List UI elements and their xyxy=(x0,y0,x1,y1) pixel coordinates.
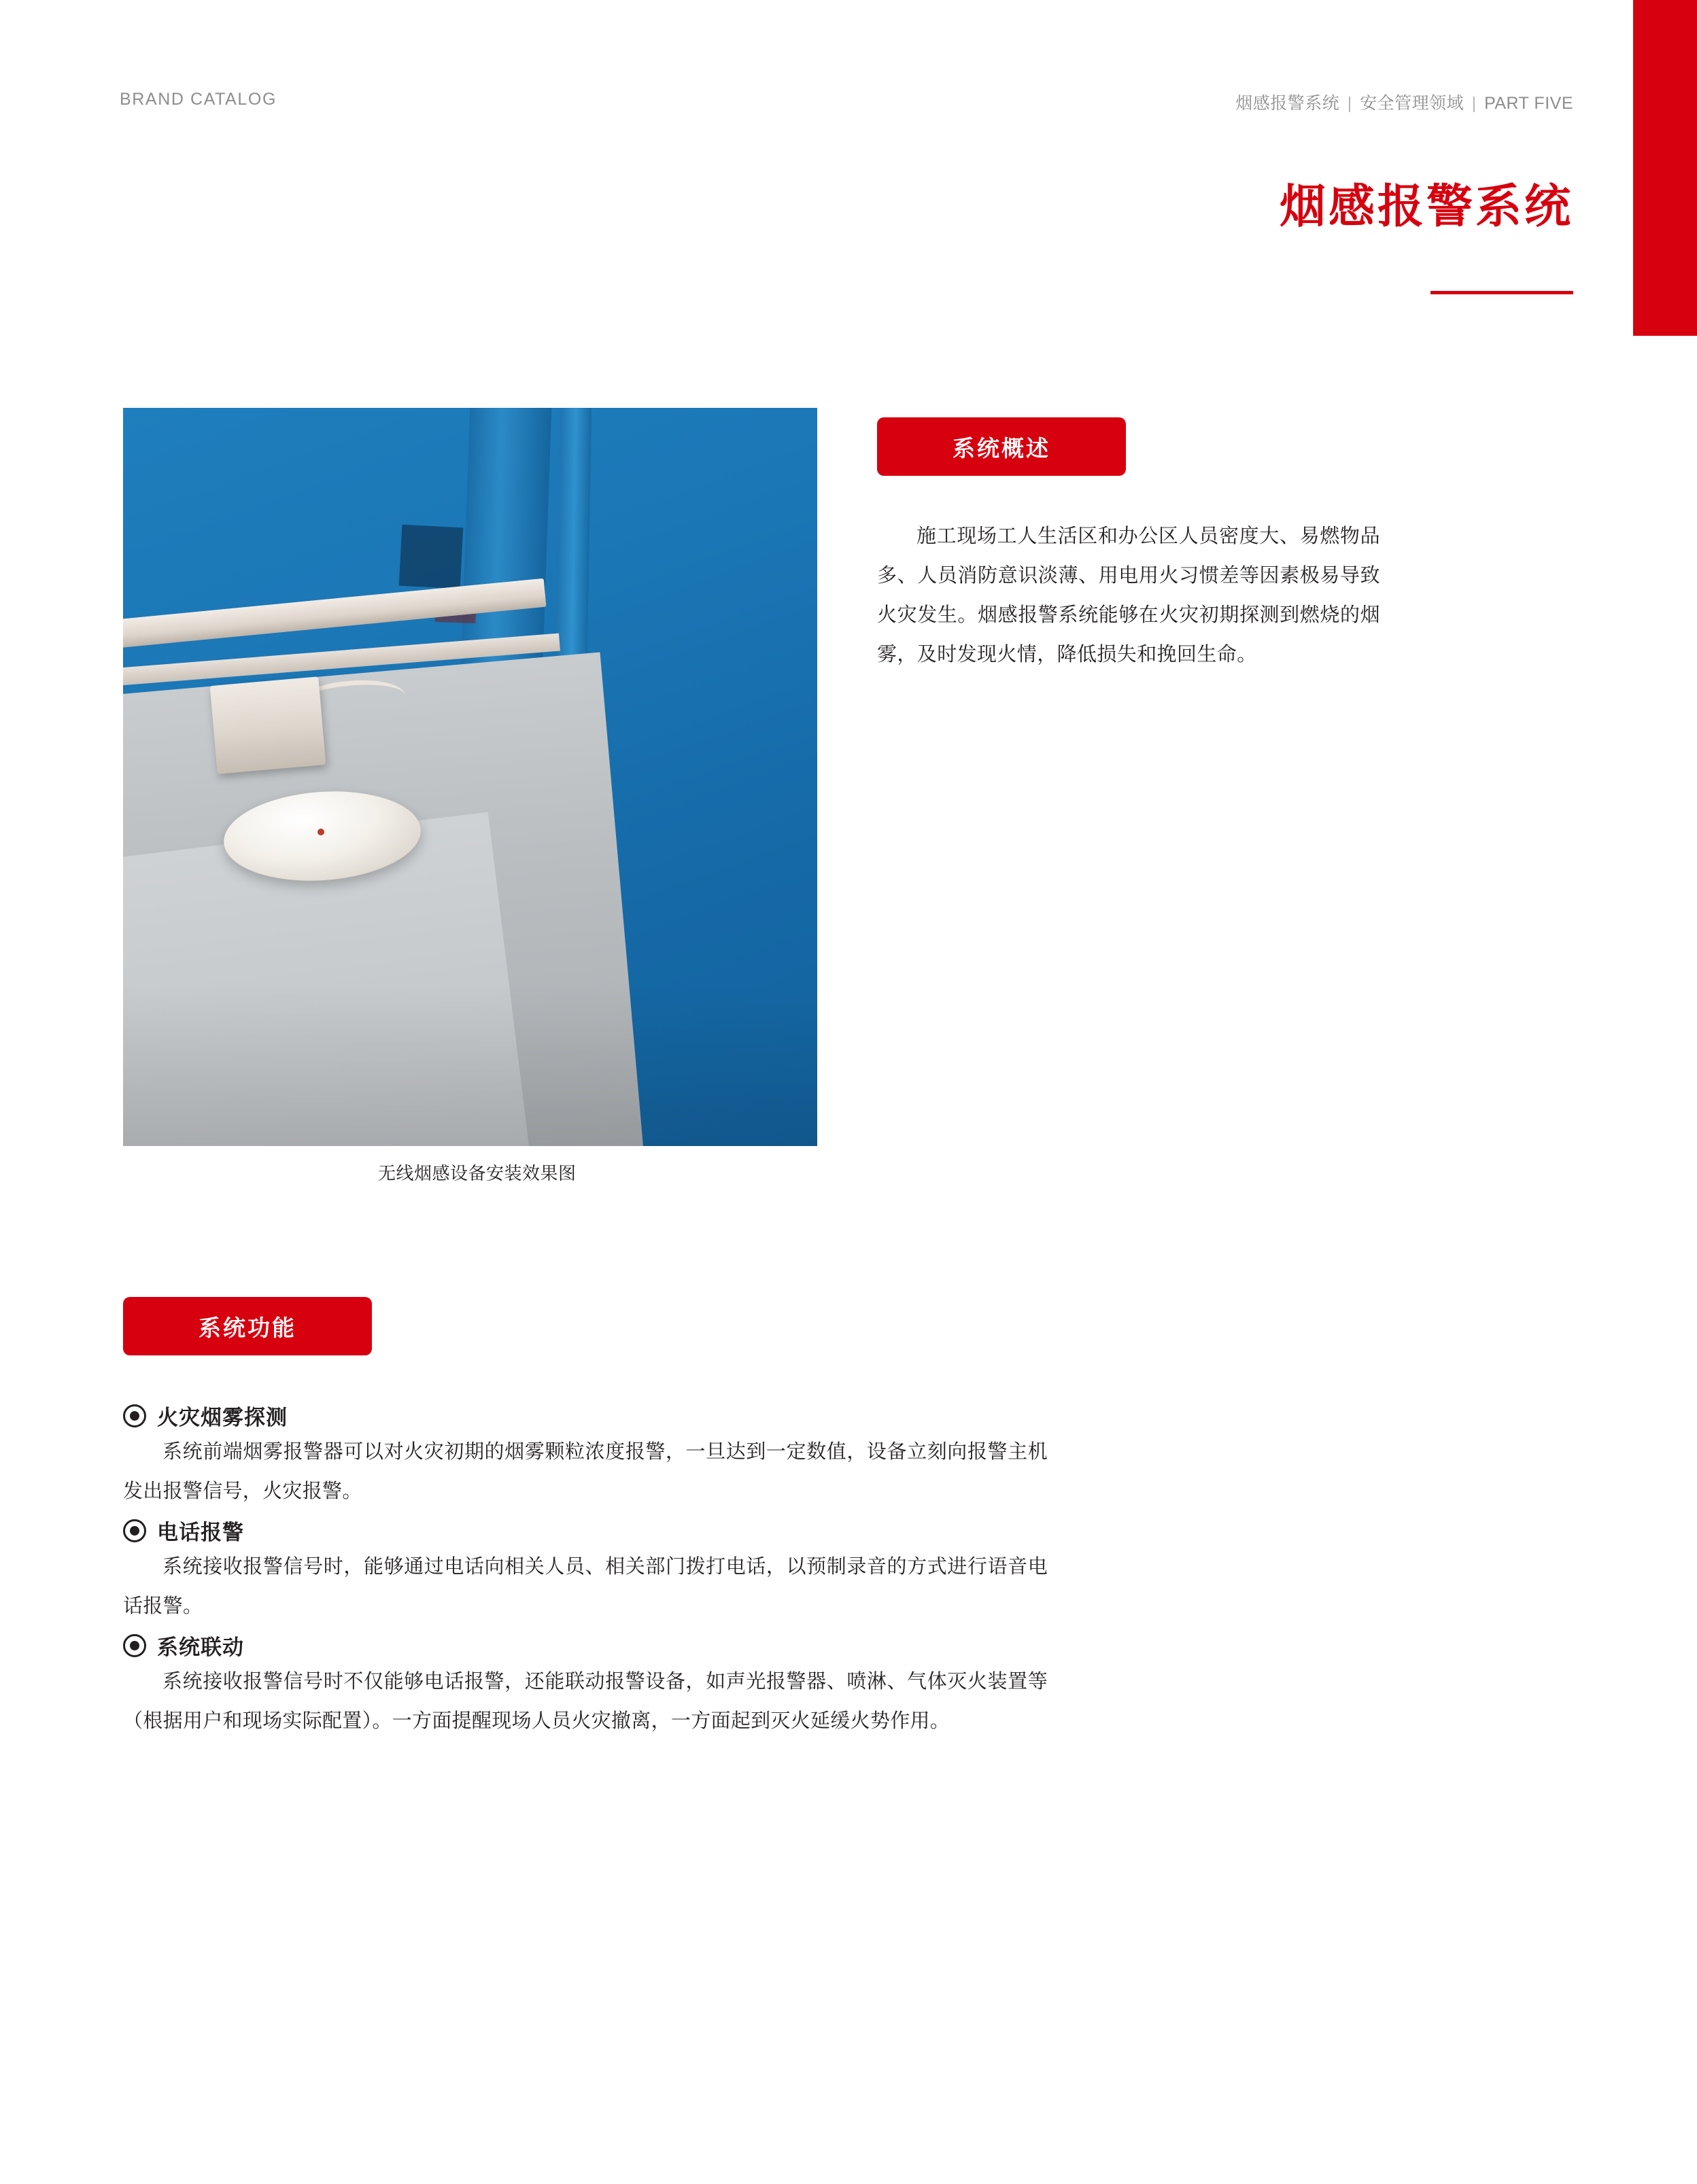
function-description: 系统接收报警信号时，能够通过电话向相关人员、相关部门拨打电话，以预制录音的方式进行语音电话报警。 xyxy=(123,1556,1048,1617)
brand-catalog-label: BRAND CATALOG xyxy=(120,90,277,109)
photo-caption: 无线烟感设备安装效果图 xyxy=(378,1163,577,1183)
breadcrumb-item-part: PART FIVE xyxy=(1484,94,1573,113)
function-header xyxy=(123,1630,1048,1661)
photo-detector-led-icon xyxy=(318,829,324,835)
bullet-circle-icon xyxy=(123,1634,146,1657)
page-title: 烟感报警系统 xyxy=(1279,181,1573,232)
title-underline-rule xyxy=(1430,291,1573,294)
overview-paragraph: 施工现场工人生活区和办公区人员密度大、易燃物品多、人员消防意识淡薄、用电用火习惯差等因素极易导致火灾发生。烟感报警系统能够在火灾初期探测到燃烧的烟雾，及时发现火情，降低损失和挽回生命。 xyxy=(877,525,1380,665)
function-description: 系统接收报警信号时不仅能够电话报警，还能联动报警设备，如声光报警器、喷淋、气体灭火装置等（根据用户和现场实际配置）。一方面提醒现场人员火灾撤离，一方面起到灭火延缓火势作用。 xyxy=(123,1671,1048,1732)
function-title: 电话报警 xyxy=(157,1521,244,1544)
list-item xyxy=(123,1515,1048,1626)
function-description: 系统前端烟雾报警器可以对火灾初期的烟雾颗粒浓度报警，一旦达到一定数值，设备立刻向报警主机发出报警信号，火灾报警。 xyxy=(123,1441,1048,1502)
breadcrumb-item-domain: 安全管理领域 xyxy=(1360,94,1464,113)
list-item xyxy=(123,1400,1048,1511)
function-title: 火灾烟雾探测 xyxy=(157,1406,288,1429)
section-heading-functions: 系统功能 xyxy=(123,1297,372,1355)
photo-dark-opening xyxy=(399,524,464,589)
bullet-circle-icon xyxy=(123,1519,146,1542)
bullet-circle-icon xyxy=(123,1404,146,1427)
function-header xyxy=(123,1515,1048,1546)
breadcrumb-item-system: 烟感报警系统 xyxy=(1235,94,1340,113)
breadcrumb-separator-1: | xyxy=(1347,94,1352,113)
functions-list xyxy=(123,1400,1048,1745)
function-title: 系统联动 xyxy=(157,1635,244,1659)
photo-canvas xyxy=(123,408,817,1146)
section-heading-overview: 系统概述 xyxy=(877,417,1126,476)
breadcrumb-separator-2: | xyxy=(1471,94,1477,113)
photo-junction-box xyxy=(209,676,326,774)
breadcrumb xyxy=(1235,90,1573,114)
function-header xyxy=(123,1400,1048,1431)
list-item xyxy=(123,1630,1048,1741)
installation-photo xyxy=(123,408,817,1146)
photo-bottom-shadow xyxy=(123,984,817,1146)
header-red-corner-block xyxy=(1633,0,1697,336)
